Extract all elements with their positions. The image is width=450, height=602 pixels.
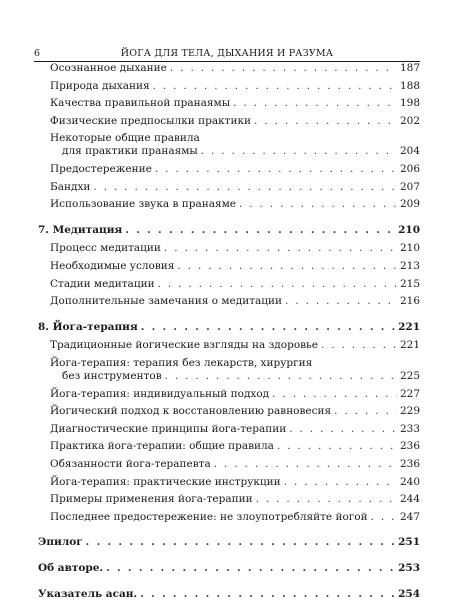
toc-entry-title: Диагностические принципы йога-терапии (50, 422, 287, 435)
toc-entry-title: Практика йога-терапии: общие правила (50, 440, 274, 453)
toc-entry (50, 179, 420, 195)
toc-entry (50, 95, 420, 111)
toc-entry-title: 7. Медитация (38, 223, 123, 236)
dot-leader (177, 258, 397, 274)
toc-entry-title: Примеры применения йога-терапии (50, 493, 253, 506)
toc-entry-page: 202 (399, 114, 420, 127)
toc-entry (50, 78, 420, 94)
toc-entry-page: 210 (399, 242, 420, 255)
dot-leader (321, 337, 397, 353)
toc-entry-title: Обязанности йога-терапевта (50, 458, 211, 470)
toc-entry-page: 227 (399, 387, 420, 400)
toc-entry-title: Физические предпосылки практики (50, 114, 252, 127)
toc-entry-page: 240 (399, 475, 420, 488)
dot-leader (141, 319, 395, 335)
toc-entry-page: 251 (398, 536, 420, 549)
toc-chapter-entry (38, 560, 420, 576)
toc-entry-title: Дополнительные замечания о медитации (50, 295, 283, 308)
dot-leader (93, 179, 397, 195)
dot-leader (284, 474, 397, 490)
dot-leader (106, 560, 395, 576)
toc-entry-title: Использование звука в пранаяме (50, 198, 236, 211)
toc-entry-title: Бандхи (50, 180, 91, 193)
dot-leader (164, 240, 397, 256)
dot-leader (239, 196, 397, 212)
toc-entry-title: Об авторе. (38, 562, 104, 574)
dot-leader (272, 386, 397, 402)
toc-entry-title: Качества правильной пранаямы (50, 97, 231, 110)
toc-entry-title: Традиционные йогические взгляды на здоровье (50, 339, 318, 352)
toc-entry-page: 206 (399, 163, 420, 175)
dot-leader (201, 143, 397, 159)
toc-entry (50, 113, 420, 129)
toc-entry-title: 8. Йога-терапия (38, 320, 138, 333)
toc-entry-page: 188 (399, 79, 420, 92)
toc-entry-page: 233 (399, 422, 420, 435)
dot-leader (165, 368, 397, 384)
page-number: 6 (34, 48, 41, 59)
toc-entry-page: 216 (399, 295, 420, 308)
toc-entry (50, 403, 420, 419)
toc-entry-title: Стадии медитации (50, 277, 155, 290)
dot-leader (155, 161, 397, 177)
toc-entry-title: Эпилог (38, 536, 83, 549)
toc-entry (50, 491, 420, 507)
toc-entry-title: Йогический подход к восстановлению равновесия (50, 405, 332, 418)
toc-entry (62, 143, 420, 159)
dot-leader (153, 78, 397, 94)
toc-entry (50, 258, 420, 274)
toc-entry (50, 456, 420, 472)
toc-chapter-entry (38, 534, 420, 550)
dot-leader (233, 95, 397, 111)
toc-entry-page: 221 (399, 339, 420, 352)
toc-entry-page: 253 (398, 562, 420, 574)
dot-leader (170, 60, 397, 76)
toc-entry-page: 210 (398, 223, 420, 236)
dot-leader (334, 403, 397, 419)
toc-entry-page: 209 (399, 198, 420, 211)
dot-leader (140, 586, 395, 602)
toc-entry-title: Необходимые условия (50, 260, 175, 272)
toc-entry-title-first-line: Некоторые общие правила (50, 132, 200, 145)
toc-entry-title: Йога-терапия: индивидуальный подход (50, 387, 270, 400)
toc-entry (50, 161, 420, 177)
toc-entry (50, 438, 420, 454)
toc-entry-title: Осознанное дыхание (50, 62, 167, 74)
toc-entry-title-first-line: Йога-терапия: терапия без лекарств, хирургия (50, 357, 313, 369)
toc-entry-page: 221 (398, 320, 420, 333)
dot-leader (214, 456, 397, 472)
dot-leader (256, 491, 397, 507)
toc-entry-page: 215 (399, 277, 420, 290)
toc-entry (50, 337, 420, 353)
toc-entry-title: для практики пранаямы (62, 145, 198, 158)
toc-chapter-entry (38, 222, 420, 238)
dot-leader (125, 222, 395, 238)
toc-entry-page: 236 (399, 458, 420, 470)
toc-entry-page: 204 (399, 145, 420, 158)
toc-entry (62, 368, 420, 384)
toc-entry-page: 236 (399, 440, 420, 453)
toc-entry-title: Йога-терапия: практические инструкции (50, 475, 281, 488)
toc-chapter-entry (38, 586, 420, 602)
toc-entry (50, 421, 420, 437)
toc-entry-title: без инструментов (62, 370, 162, 382)
toc-entry (50, 386, 420, 402)
toc-entry-page: 247 (399, 510, 420, 523)
running-title: ЙОГА ДЛЯ ТЕЛА, ДЫХАНИЯ И РАЗУМА (120, 48, 334, 59)
dot-leader (86, 534, 395, 550)
toc-entry-title: Предостережение (50, 163, 152, 175)
toc-entry (50, 293, 420, 309)
dot-leader (289, 421, 397, 437)
toc-entry-page: 198 (399, 97, 420, 110)
toc-entry (50, 196, 420, 212)
toc-entry-title: Последнее предостережение: не злоупотребляйте йогой (50, 510, 368, 523)
toc-entry-page: 254 (398, 587, 420, 600)
dot-leader (371, 509, 397, 525)
toc-entry-page: 229 (399, 405, 420, 418)
toc-entry (50, 474, 420, 490)
toc-entry-title: Указатель асан. (38, 587, 138, 600)
dot-leader (285, 293, 397, 309)
toc-chapter-entry (38, 319, 420, 335)
toc-entry-page: 244 (399, 493, 420, 506)
toc-entry (50, 509, 420, 525)
dot-leader (158, 276, 397, 292)
toc-entry-title: Процесс медитации (50, 242, 161, 255)
dot-leader (254, 113, 397, 129)
toc-entry-page: 187 (399, 62, 420, 74)
toc-entry-page: 207 (399, 180, 420, 193)
toc-entry (50, 276, 420, 292)
toc-entry-page: 225 (399, 370, 420, 382)
toc-entry (50, 60, 420, 76)
toc-entry (50, 240, 420, 256)
toc-entry-page: 213 (399, 260, 420, 272)
dot-leader (277, 438, 397, 454)
toc-entry-title: Природа дыхания (50, 79, 150, 92)
